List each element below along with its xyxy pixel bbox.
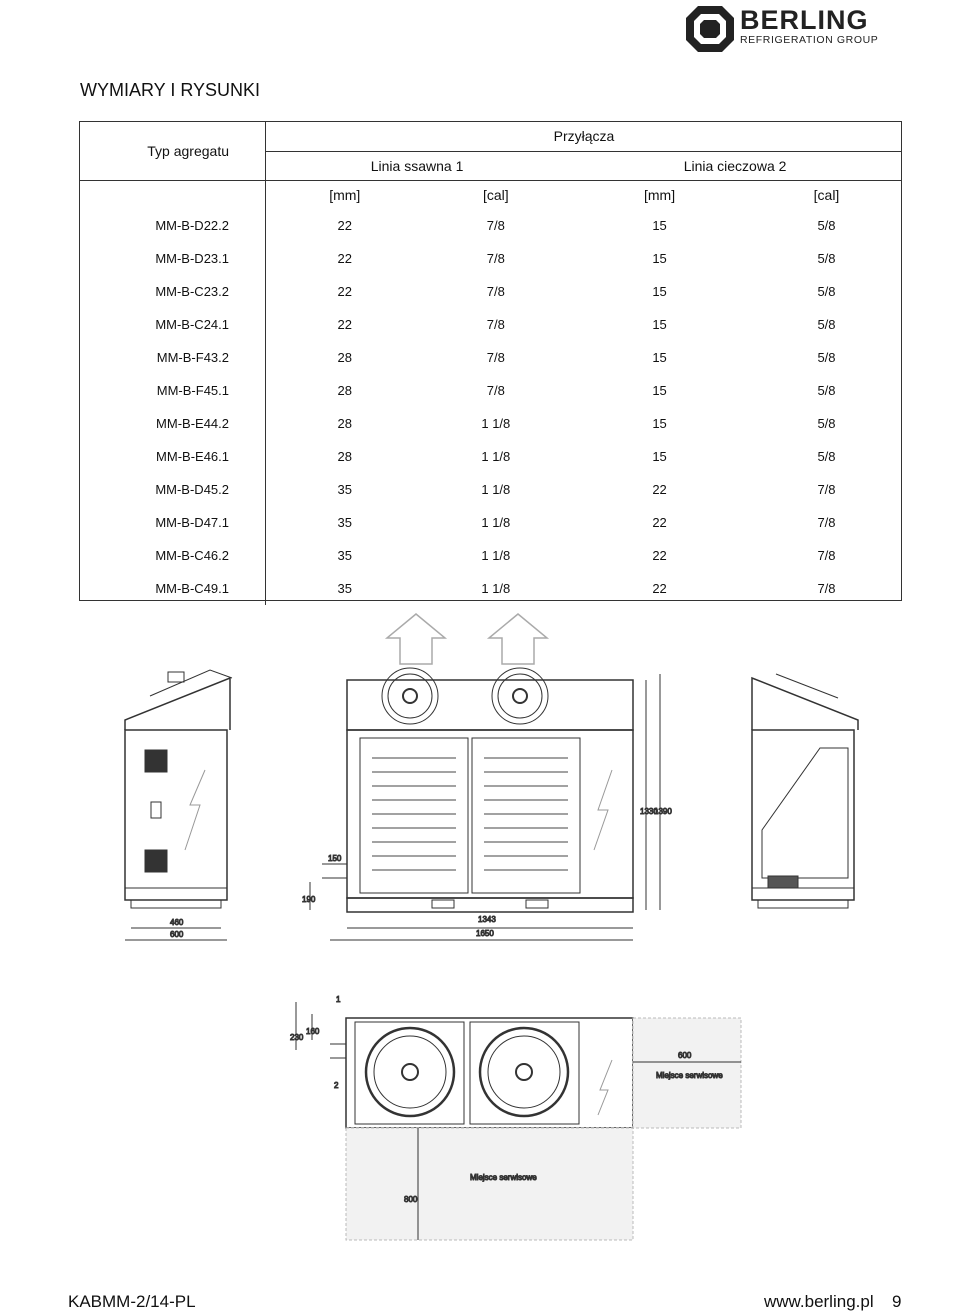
service-label-bottom: Miejsce serwisowe [470,1173,537,1182]
table-row [79,308,902,341]
value-cell: 5/8 [817,284,836,299]
service-area-bottom [346,1128,633,1240]
value-cell: 7/8 [486,317,505,332]
unit-header: [mm] [568,181,751,210]
unit-header: [mm] [266,181,424,210]
value-cell: 5/8 [817,416,836,431]
value-cell: 1 1/8 [481,482,511,497]
airflow-arrow-icon [387,614,445,664]
table-row [79,506,902,539]
value-cell: 15 [652,350,667,365]
value-cell: 22 [337,251,352,266]
model-cell: MM-B-E46.1 [79,440,266,473]
table-row [79,407,902,440]
top-view [330,1018,633,1128]
value-cell: 5/8 [817,449,836,464]
service-label-right: Miejsce serwisowe [656,1071,723,1080]
dim-600b: 600 [678,1051,692,1060]
dim-160: 160 [306,1027,320,1036]
value-cell: 7/8 [486,218,505,233]
value-cell: 35 [337,548,352,563]
value-cell: 35 [337,515,352,530]
side-view-right [752,674,858,908]
website: www.berling.pl [764,1292,874,1311]
table-row [79,341,902,374]
dim-190: 190 [302,895,316,904]
empty-cell [79,181,266,210]
dim-2: 2 [334,1081,339,1090]
value-cell: 7/8 [486,251,505,266]
value-cell: 5/8 [817,218,836,233]
table-row [79,209,902,242]
dim-1390: 1390 [654,807,672,816]
page-number: 9 [892,1292,902,1311]
model-cell: MM-B-F43.2 [79,341,266,374]
value-cell: 22 [337,317,352,332]
table-row [79,374,902,407]
model-cell: MM-B-D23.1 [79,242,266,275]
table-row [79,275,902,308]
model-cell: MM-B-C49.1 [79,572,266,605]
doc-code: KABMM-2/14-PL [68,1292,196,1311]
value-cell: 22 [337,284,352,299]
value-cell: 5/8 [817,350,836,365]
unit-header: [cal] [751,181,902,210]
model-cell: MM-B-C23.2 [79,275,266,308]
col-header-type: Typ agregatu [79,121,266,181]
dim-1330: 1330 [640,807,658,816]
model-cell: MM-B-D22.2 [79,209,266,242]
value-cell: 28 [337,383,352,398]
value-cell: 7/8 [486,383,505,398]
value-cell: 22 [652,482,667,497]
table-row [79,572,902,605]
value-cell: 7/8 [817,548,836,563]
value-cell: 5/8 [817,251,836,266]
value-cell: 35 [337,581,352,596]
value-cell: 1 1/8 [481,416,511,431]
dim-600: 600 [170,930,184,939]
value-cell: 28 [337,416,352,431]
table-row [79,539,902,572]
unit-header: [cal] [424,181,569,210]
value-cell: 15 [652,449,667,464]
dim-1650: 1650 [476,929,494,938]
brand-subtitle: REFRIGERATION GROUP [740,34,879,46]
dim-800: 800 [404,1195,418,1204]
value-cell: 15 [652,284,667,299]
brand-name: BERLING [740,5,869,35]
col-header-suction: Linia ssawna 1 [266,152,569,181]
value-cell: 28 [337,350,352,365]
value-cell: 1 1/8 [481,449,511,464]
value-cell: 1 1/8 [481,548,511,563]
model-cell: MM-B-F45.1 [79,374,266,407]
table-row [79,242,902,275]
value-cell: 7/8 [817,581,836,596]
value-cell: 22 [652,581,667,596]
model-cell: MM-B-C46.2 [79,539,266,572]
value-cell: 35 [337,482,352,497]
value-cell: 15 [652,383,667,398]
value-cell: 22 [652,548,667,563]
value-cell: 7/8 [817,482,836,497]
table-row [79,473,902,506]
dim-230: 230 [290,1033,304,1042]
dim-460: 460 [170,918,184,927]
value-cell: 22 [337,218,352,233]
col-header-group: Przyłącza [553,128,615,144]
value-cell: 15 [652,218,667,233]
value-cell: 15 [652,317,667,332]
value-cell: 7/8 [486,350,505,365]
model-cell: MM-B-C24.1 [79,308,266,341]
front-view [322,668,633,912]
value-cell: 1 1/8 [481,581,511,596]
dim-150: 150 [328,854,342,863]
value-cell: 15 [652,251,667,266]
airflow-arrow-icon [489,614,547,664]
value-cell: 7/8 [486,284,505,299]
table-row [79,440,902,473]
dim-1343: 1343 [478,915,496,924]
connections-table [79,121,902,605]
model-cell: MM-B-D47.1 [79,506,266,539]
value-cell: 28 [337,449,352,464]
model-cell: MM-B-E44.2 [79,407,266,440]
value-cell: 15 [652,416,667,431]
model-cell: MM-B-D45.2 [79,473,266,506]
side-view-left [125,670,232,908]
value-cell: 1 1/8 [481,515,511,530]
section-title: WYMIARY I RYSUNKI [80,80,261,100]
dim-1: 1 [336,995,341,1004]
value-cell: 7/8 [817,515,836,530]
unit-drawings [0,610,960,1250]
col-header-liquid: Linia cieczowa 2 [568,152,902,181]
value-cell: 5/8 [817,383,836,398]
value-cell: 22 [652,515,667,530]
value-cell: 5/8 [817,317,836,332]
